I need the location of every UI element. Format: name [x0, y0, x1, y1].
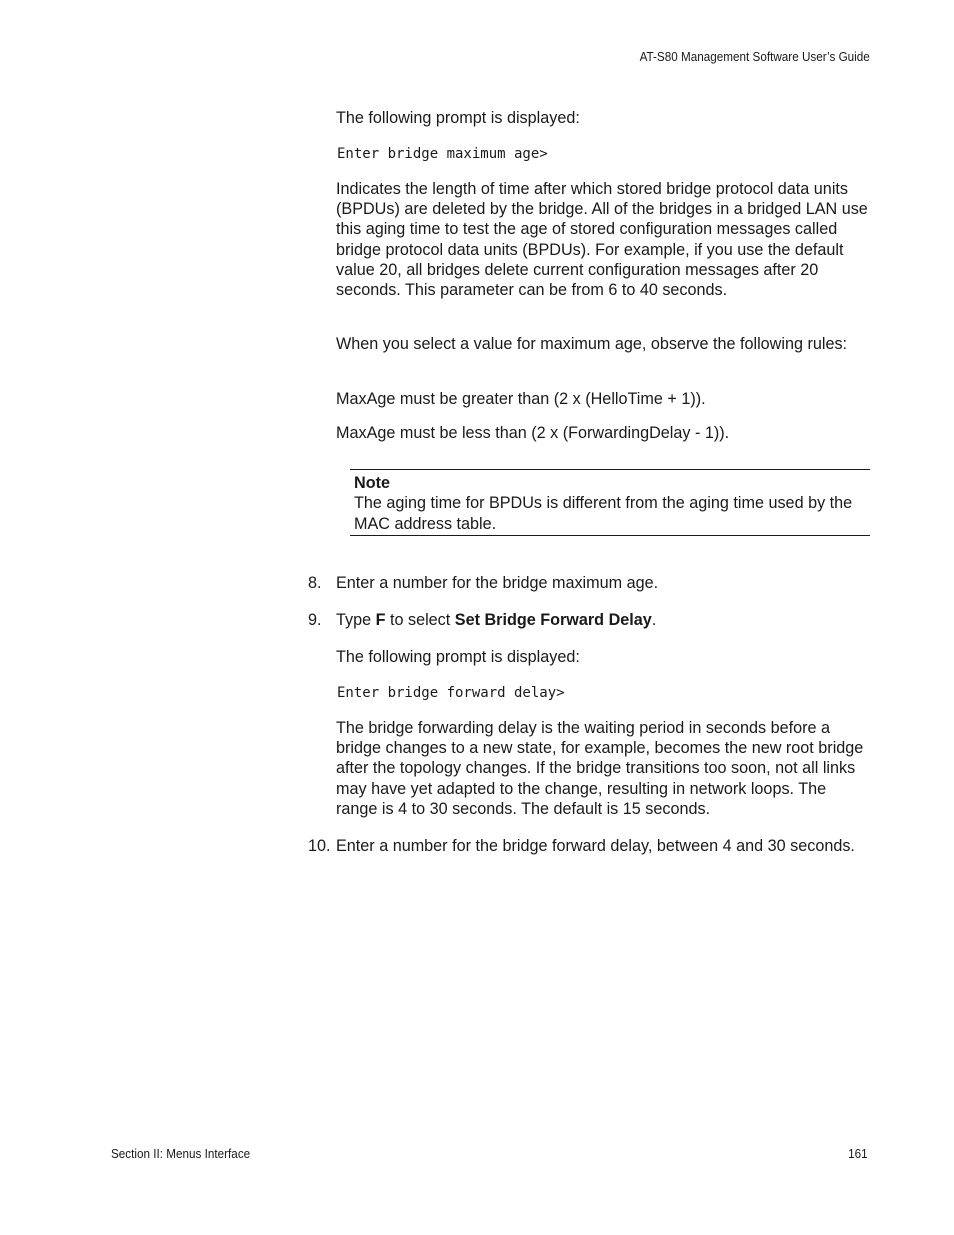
- running-header-title: AT-S80 Management Software User’s Guide: [639, 49, 870, 64]
- step-10-number: 10.: [308, 837, 331, 855]
- step-9-prefix: Type: [336, 611, 376, 629]
- step-9-text: [336, 610, 870, 630]
- note-text: The aging time for BPDUs is different from the aging time used by the MAC address table.: [354, 494, 853, 533]
- rule-greater-than: MaxAge must be greater than (2 x (HelloTime + 1)).: [336, 390, 706, 408]
- forward-delay-description: The bridge forwarding delay is the waiting period in seconds before a bridge changes to a new state, for example, becomes the new root bridge after the topology changes. If the bridge transitions too soon, not all links may have yet adapted to the change, resulting in network loops. The range is 4 to 30 seconds. The default is 15 seconds.: [336, 719, 864, 818]
- step-9-middle: to select: [385, 611, 455, 629]
- prompt-intro-2: The following prompt is displayed:: [336, 648, 580, 666]
- footer-page-number: 161: [848, 1146, 868, 1161]
- footer-section: Section II: Menus Interface: [111, 1146, 251, 1161]
- rule-less-than: MaxAge must be less than (2 x (ForwardingDelay - 1)).: [336, 424, 730, 442]
- prompt-intro-1: The following prompt is displayed:: [336, 109, 580, 127]
- step-9-suffix: .: [651, 611, 657, 629]
- code-prompt-forward-delay: Enter bridge forward delay>: [337, 685, 565, 701]
- note-title: Note: [354, 474, 390, 492]
- step-8-number: 8.: [308, 574, 322, 592]
- step-9-menu-item: Set Bridge Forward Delay: [454, 611, 652, 629]
- note-box: [350, 469, 870, 536]
- step-10-text: Enter a number for the bridge forward delay, between 4 and 30 seconds.: [336, 837, 855, 855]
- code-prompt-max-age: Enter bridge maximum age>: [337, 146, 548, 162]
- rules-intro: When you select a value for maximum age, observe the following rules:: [336, 335, 848, 353]
- step-9-number: 9.: [308, 611, 322, 629]
- step-9-key: F: [375, 611, 386, 629]
- step-8-text: Enter a number for the bridge maximum age.: [336, 574, 659, 592]
- max-age-description: Indicates the length of time after which stored bridge protocol data units (BPDUs) are deleted by the bridge. All of the bridges in a bridged LAN use this aging time to test the age of stored configuration messages called bridge protocol data units (BPDUs). For example, if you use the default value 20, all bridges delete current configuration messages after 20 seconds. This parameter can be from 6 to 40 seconds.: [336, 180, 868, 300]
